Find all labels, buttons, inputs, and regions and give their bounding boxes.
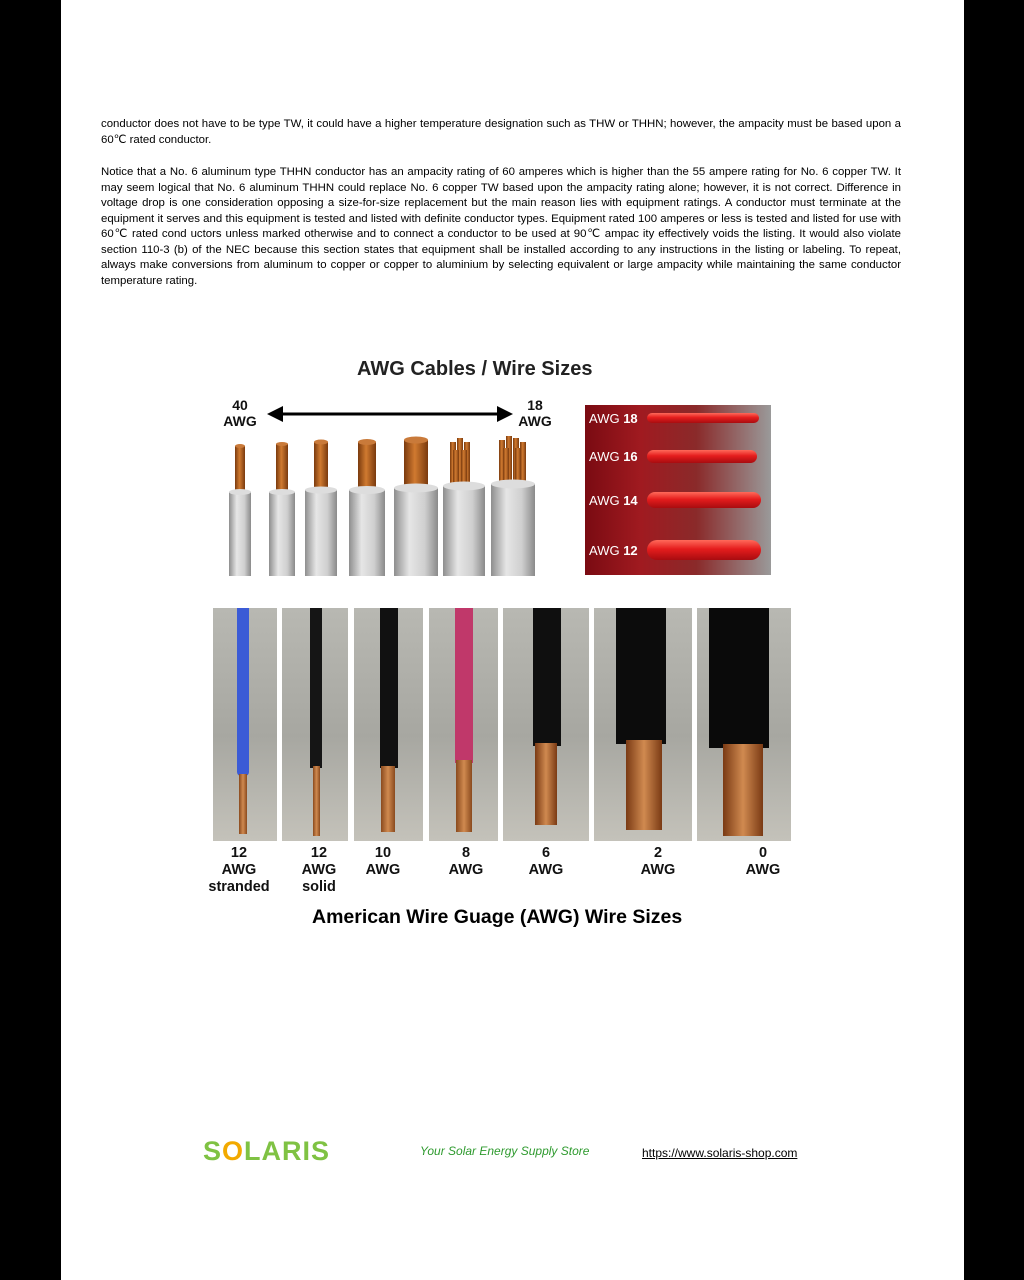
wire-3	[305, 440, 337, 577]
red-cable-label: AWG 14	[589, 493, 638, 508]
photo-caption-0: 0 AWG	[745, 845, 781, 878]
red-cable-row-16	[585, 445, 771, 471]
range-right-unit: AWG	[518, 413, 552, 429]
wire-2	[269, 442, 295, 576]
wire-photo-8	[429, 608, 498, 841]
photo-caption-2: 2 AWG	[640, 845, 676, 878]
wire-4	[349, 439, 385, 576]
wire-photo-10	[354, 608, 423, 841]
wire-gauge-illustration	[221, 430, 561, 578]
paragraph-2: Notice that a No. 6 aluminum type THHN conductor has an ampacity rating of 60 amperes which is higher than the 55 ampere rating for No. 6 copper TW. It may seem logical that No. 6 aluminum THHN could replace No. 6 copper TW based upon the ampacity rating alone; however, it is not correct. Difference in voltage drop is one consideration opposing a size-for-size replacement but the main reason lies with equipment ratings. A conductor must terminate at the equipment it serves and this equipment is tested and listed with definite conductor types. Equipment rated 100 amperes or less is tested and listed for use with 60℃ rated cond uctors unless marked otherwise and to connect a conductor to be used at 90℃ ampac ity effectively voids the listing. It would also violate section 110-3 (b) of the NEC because this section states that equipment shall be installed according to any instructions in the listing or labeling. To repeat, always make conversions from aluminum to copper or copper to aluminium by selecting equivalent or large ampacity while maintaining the same conductor temperature rating.	[101, 166, 901, 287]
wire-photo-2	[594, 608, 692, 841]
wire-40awg	[229, 444, 251, 576]
red-cable	[647, 540, 761, 560]
photo-caption-12-solid: 12 AWG solid	[301, 845, 337, 895]
photo-caption-10: 10 AWG	[365, 845, 401, 878]
wire-18awg-stranded	[491, 436, 535, 576]
paragraph-1: conductor does not have to be type TW, it could have a higher temperature designation such as THW or THHN; however, the ampacity must be based upon a 60℃ rated conductor.	[101, 118, 901, 146]
wire-5	[394, 437, 438, 577]
double-arrow-icon	[267, 404, 513, 424]
red-cable-label: AWG 16	[589, 449, 638, 464]
wire-photo-0	[697, 608, 791, 841]
red-cable-row-12	[585, 539, 771, 565]
sun-icon: O	[222, 1136, 245, 1166]
photo-caption-12-stranded: 12 AWG stranded	[208, 845, 270, 895]
range-right-num: 18	[527, 397, 543, 413]
wire-photo-12-solid	[282, 608, 348, 841]
wire-photo-12-stranded	[213, 608, 277, 841]
figure-title: AWG Cables / Wire Sizes	[357, 358, 593, 380]
red-cable	[647, 450, 757, 463]
solaris-logo: SOLARIS	[203, 1136, 331, 1166]
range-label-right	[513, 397, 557, 429]
wire-6-stranded	[443, 438, 485, 576]
photo-caption-6: 6 AWG	[528, 845, 564, 878]
figure-caption: American Wire Guage (AWG) Wire Sizes	[312, 906, 683, 928]
photo-caption-8: 8 AWG	[448, 845, 484, 878]
document-page	[61, 0, 964, 1280]
footer-tagline: Your Solar Energy Supply Store	[420, 1144, 590, 1158]
red-cable	[647, 492, 761, 508]
range-label-left	[218, 397, 262, 429]
red-cable-label: AWG 12	[589, 543, 638, 558]
wire-photo-6	[503, 608, 589, 841]
red-cable	[647, 413, 759, 423]
red-cable-panel	[585, 405, 771, 575]
range-left-unit: AWG	[223, 413, 257, 429]
red-cable-label: AWG 18	[589, 411, 638, 426]
red-cable-row-14	[585, 489, 771, 515]
range-left-num: 40	[232, 397, 248, 413]
footer-url-link[interactable]: https://www.solaris-shop.com	[642, 1146, 798, 1160]
red-cable-row-18	[585, 407, 771, 433]
